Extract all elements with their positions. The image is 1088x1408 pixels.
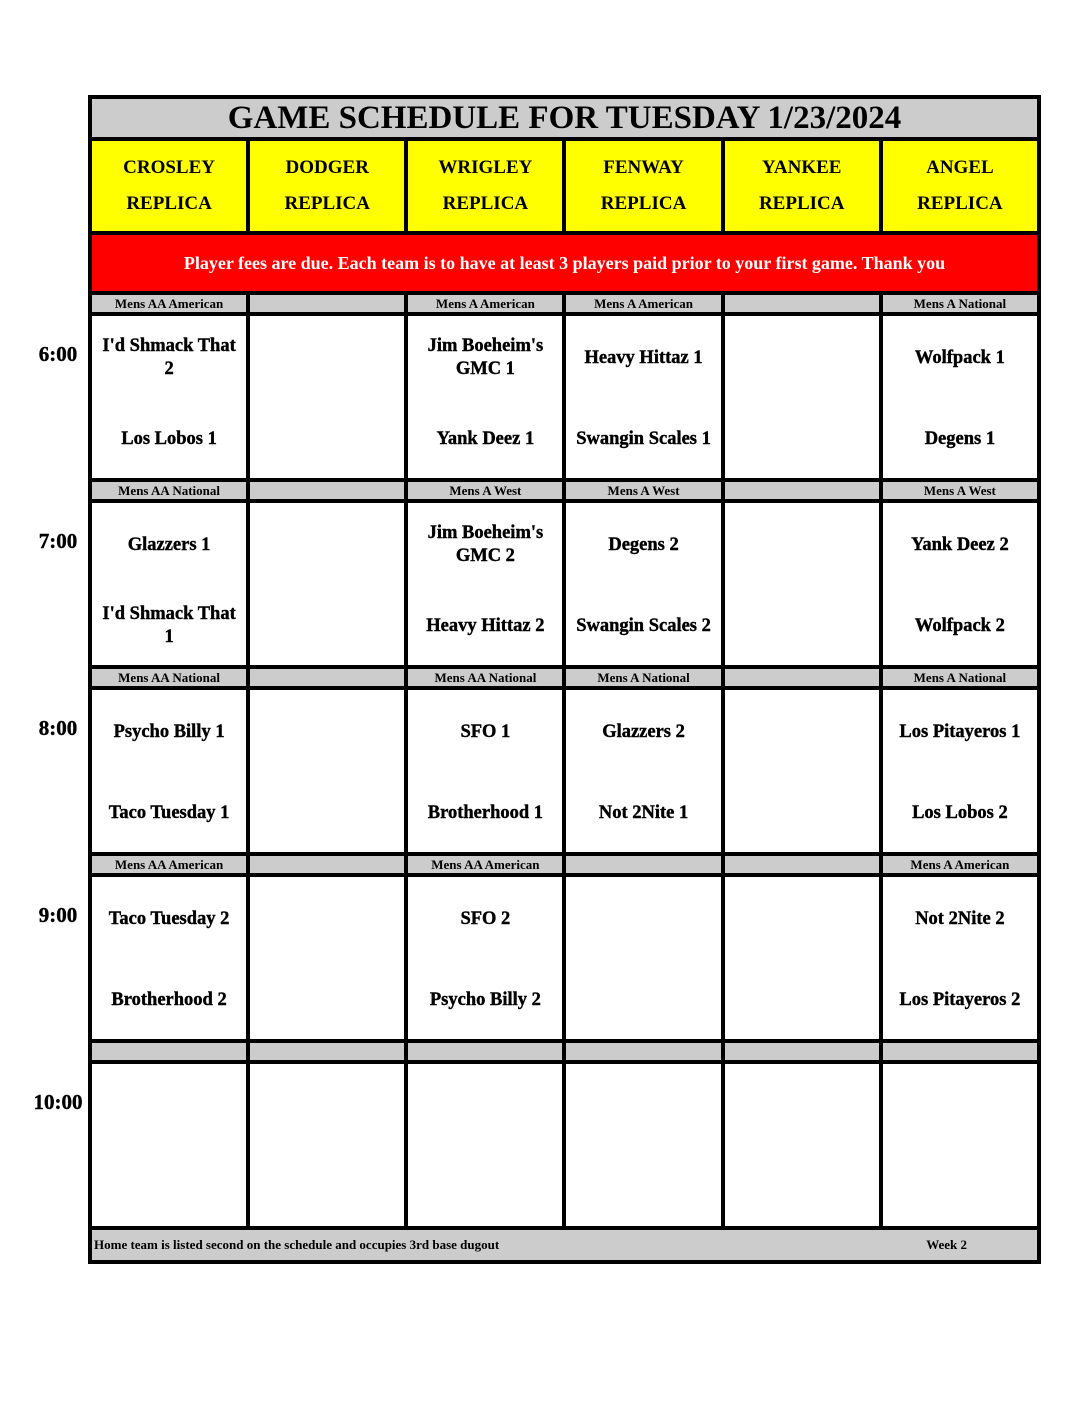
game-cell bbox=[406, 314, 564, 480]
field-header-fenway bbox=[564, 139, 722, 233]
away-team bbox=[725, 877, 879, 961]
division-label: Mens AA American bbox=[90, 854, 248, 875]
home-team: Brotherhood 2 bbox=[111, 989, 227, 1010]
footer bbox=[90, 1228, 1039, 1262]
away-team bbox=[725, 503, 879, 587]
game-cell bbox=[90, 688, 248, 854]
away-team: SFO 2 bbox=[460, 908, 511, 929]
game-cell bbox=[248, 1062, 406, 1228]
home-team bbox=[725, 961, 879, 1039]
away-team: Yank Deez 2 bbox=[911, 534, 1009, 555]
game-cell bbox=[723, 875, 881, 1041]
division-label: Mens A National bbox=[564, 667, 722, 688]
division-label bbox=[723, 854, 881, 875]
home-team bbox=[250, 1148, 404, 1226]
division-label: Mens AA American bbox=[406, 854, 564, 875]
game-cell bbox=[723, 501, 881, 667]
away-team bbox=[725, 1064, 879, 1148]
field-name: WRIGLEY bbox=[438, 157, 533, 178]
time-label: 9:00 bbox=[38, 903, 78, 927]
division-label: Mens A National bbox=[881, 667, 1039, 688]
division-label bbox=[564, 854, 722, 875]
home-team: Taco Tuesday 1 bbox=[108, 802, 230, 823]
game-cell bbox=[406, 875, 564, 1041]
home-team bbox=[725, 774, 879, 852]
division-label bbox=[90, 1041, 248, 1062]
division-row bbox=[90, 1041, 1039, 1062]
home-team: Psycho Billy 2 bbox=[429, 989, 541, 1010]
field-sub: REPLICA bbox=[442, 193, 529, 214]
time-label: 7:00 bbox=[38, 529, 78, 553]
game-cell bbox=[564, 314, 722, 480]
division-label bbox=[248, 667, 406, 688]
division-label bbox=[723, 293, 881, 314]
home-team bbox=[92, 1148, 246, 1226]
away-team: Degens 2 bbox=[608, 534, 679, 555]
home-team: Brotherhood 1 bbox=[427, 802, 544, 823]
field-name: DODGER bbox=[285, 157, 369, 178]
game-cell bbox=[406, 1062, 564, 1228]
division-label bbox=[248, 1041, 406, 1062]
division-label: Mens A National bbox=[881, 293, 1039, 314]
home-team: Swangin Scales 2 bbox=[576, 615, 711, 636]
division-label: Mens AA American bbox=[90, 293, 248, 314]
away-team bbox=[725, 316, 879, 400]
home-team: Degens 1 bbox=[924, 428, 996, 449]
game-cell bbox=[564, 1062, 722, 1228]
game-cell bbox=[881, 314, 1039, 480]
division-label bbox=[406, 1041, 564, 1062]
away-team: Heavy Hittaz 1 bbox=[584, 347, 703, 368]
game-cell bbox=[90, 875, 248, 1041]
division-label bbox=[248, 293, 406, 314]
home-team bbox=[408, 1148, 562, 1226]
field-name: ANGEL bbox=[926, 157, 994, 178]
game-cell bbox=[881, 1062, 1039, 1228]
division-label: Mens AA National bbox=[90, 667, 248, 688]
away-team: Glazzers 1 bbox=[127, 534, 211, 555]
division-label bbox=[723, 480, 881, 501]
away-team bbox=[725, 690, 879, 774]
away-team: Jim Boeheim's GMC 1 bbox=[427, 336, 544, 379]
schedule-title: GAME SCHEDULE FOR TUESDAY 1/23/2024 bbox=[90, 97, 1039, 139]
away-team bbox=[92, 1064, 246, 1148]
away-team bbox=[250, 877, 404, 961]
field-sub: REPLICA bbox=[284, 193, 370, 214]
game-row bbox=[90, 688, 1039, 854]
division-row bbox=[90, 667, 1039, 688]
game-cell bbox=[723, 314, 881, 480]
division-label bbox=[248, 854, 406, 875]
division-label: Mens A West bbox=[881, 480, 1039, 501]
game-row bbox=[90, 501, 1039, 667]
game-cell bbox=[564, 688, 722, 854]
away-team bbox=[250, 316, 404, 400]
home-team bbox=[725, 1148, 879, 1226]
away-team bbox=[250, 690, 404, 774]
division-label bbox=[248, 480, 406, 501]
game-cell bbox=[564, 875, 722, 1041]
division-row bbox=[90, 293, 1039, 314]
game-cell bbox=[248, 875, 406, 1041]
home-team bbox=[250, 400, 404, 478]
away-team bbox=[250, 503, 404, 587]
game-cell bbox=[723, 1062, 881, 1228]
time-label: 10:00 bbox=[33, 1090, 83, 1114]
fee-banner: Player fees are due. Each team is to have at least 3 players paid prior to your first game. Thank you bbox=[90, 233, 1039, 293]
game-cell bbox=[248, 314, 406, 480]
field-name: CROSLEY bbox=[123, 157, 215, 178]
division-label: Mens AA National bbox=[406, 667, 564, 688]
time-label: 8:00 bbox=[38, 716, 78, 740]
field-header-wrigley bbox=[406, 139, 564, 233]
home-team bbox=[566, 961, 720, 1039]
away-team: Jim Boeheim's GMC 2 bbox=[427, 523, 544, 566]
away-team bbox=[408, 1064, 562, 1148]
away-team: Taco Tuesday 2 bbox=[108, 908, 230, 929]
field-name: FENWAY bbox=[603, 157, 684, 178]
home-team bbox=[566, 1148, 720, 1226]
away-team bbox=[250, 1064, 404, 1148]
division-label bbox=[881, 1041, 1039, 1062]
home-team bbox=[250, 587, 404, 665]
field-header-row bbox=[90, 139, 1039, 233]
away-team: Psycho Billy 1 bbox=[113, 721, 225, 742]
division-row bbox=[90, 854, 1039, 875]
game-cell bbox=[881, 875, 1039, 1041]
field-name: YANKEE bbox=[761, 157, 842, 178]
schedule-table bbox=[88, 95, 1041, 1264]
home-team: Heavy Hittaz 2 bbox=[426, 615, 545, 636]
game-cell bbox=[723, 688, 881, 854]
division-label: Mens A American bbox=[881, 854, 1039, 875]
game-cell bbox=[248, 501, 406, 667]
home-team: Not 2Nite 1 bbox=[598, 802, 689, 823]
home-team: Swangin Scales 1 bbox=[576, 428, 711, 449]
field-sub: REPLICA bbox=[917, 193, 1003, 214]
game-row bbox=[90, 875, 1039, 1041]
game-row bbox=[90, 1062, 1039, 1228]
home-team bbox=[250, 774, 404, 852]
away-team: I'd Shmack That 2 bbox=[102, 336, 236, 379]
away-team: SFO 1 bbox=[460, 721, 511, 742]
away-team: Not 2Nite 2 bbox=[915, 908, 1005, 929]
time-label: 6:00 bbox=[38, 342, 78, 366]
division-label: Mens A American bbox=[406, 293, 564, 314]
home-team: Los Lobos 1 bbox=[121, 428, 217, 449]
field-sub: REPLICA bbox=[600, 193, 687, 214]
field-header-yankee bbox=[723, 139, 881, 233]
home-team: Los Pitayeros 2 bbox=[899, 989, 1021, 1010]
game-cell bbox=[564, 501, 722, 667]
division-label: Mens AA National bbox=[90, 480, 248, 501]
away-team: Wolfpack 1 bbox=[914, 347, 1005, 368]
division-label: Mens A West bbox=[564, 480, 722, 501]
game-cell bbox=[90, 501, 248, 667]
away-team bbox=[566, 1064, 720, 1148]
field-sub: REPLICA bbox=[126, 193, 212, 214]
away-team: Glazzers 2 bbox=[602, 721, 685, 742]
game-cell bbox=[248, 688, 406, 854]
away-team: Los Pitayeros 1 bbox=[899, 721, 1021, 742]
game-cell bbox=[881, 501, 1039, 667]
away-team bbox=[883, 1064, 1037, 1148]
division-label bbox=[564, 1041, 722, 1062]
division-label: Mens A American bbox=[564, 293, 722, 314]
field-header-angel bbox=[881, 139, 1039, 233]
home-team bbox=[883, 1148, 1037, 1226]
home-team bbox=[250, 961, 404, 1039]
home-team bbox=[725, 400, 879, 478]
division-label bbox=[723, 667, 881, 688]
division-label: Mens A West bbox=[406, 480, 564, 501]
field-header-crosley bbox=[90, 139, 248, 233]
home-team: I'd Shmack That 1 bbox=[102, 604, 236, 647]
game-cell bbox=[90, 1062, 248, 1228]
home-team: Yank Deez 1 bbox=[436, 428, 535, 449]
field-header-dodger bbox=[248, 139, 406, 233]
field-sub: REPLICA bbox=[758, 193, 845, 214]
division-row bbox=[90, 480, 1039, 501]
home-team bbox=[725, 587, 879, 665]
game-row bbox=[90, 314, 1039, 480]
game-cell bbox=[881, 688, 1039, 854]
game-cell bbox=[406, 501, 564, 667]
home-team: Wolfpack 2 bbox=[914, 615, 1005, 636]
home-team: Los Lobos 2 bbox=[912, 802, 1008, 823]
division-label bbox=[723, 1041, 881, 1062]
game-cell bbox=[90, 314, 248, 480]
away-team bbox=[566, 877, 720, 961]
week-label: Week 2 bbox=[926, 1237, 967, 1252]
footer-note: Home team is listed second on the schedule and occupies 3rd base dugout bbox=[94, 1237, 500, 1252]
game-cell bbox=[406, 688, 564, 854]
